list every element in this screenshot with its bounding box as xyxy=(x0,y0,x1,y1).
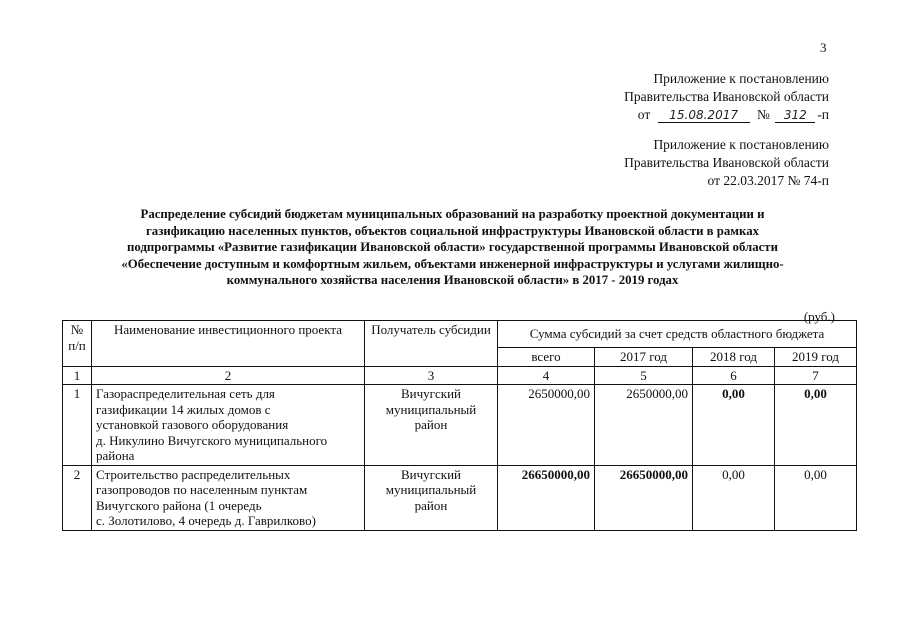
sum-total: 2650000,00 xyxy=(498,385,595,466)
appendix-current-line2: Правительства Ивановской области xyxy=(624,89,829,104)
sum-2018: 0,00 xyxy=(693,465,775,530)
column-number: 3 xyxy=(365,366,498,385)
recipient-line: Вичугский xyxy=(401,386,461,401)
page-number: 3 xyxy=(820,40,827,55)
project-name-line: д. Никулино Вичугского муниципального xyxy=(96,432,328,448)
table-row xyxy=(63,385,857,466)
project-name xyxy=(92,385,365,466)
date-prefix: от xyxy=(637,107,651,122)
currency-note: (руб.) xyxy=(803,309,835,324)
sum-total: 26650000,00 xyxy=(498,465,595,530)
project-name-line: газификации 14 жилых домов с xyxy=(96,401,271,417)
recipient xyxy=(365,385,498,466)
order-date: 15.08.2017 xyxy=(658,108,750,123)
header-2017: 2017 год xyxy=(595,348,693,367)
title-line: газификацию населенных пунктов, объектов социальной инфраструктуры Ивановской области в рамках xyxy=(145,223,760,238)
appendix-previous-line3: от 22.03.2017 № 74-п xyxy=(707,173,829,188)
recipient-line: муниципальный xyxy=(385,482,477,497)
number-prefix: № xyxy=(757,107,770,122)
recipient-line: муниципальный xyxy=(385,401,477,417)
sum-2018: 0,00 xyxy=(693,385,775,466)
column-number: 7 xyxy=(775,366,857,385)
project-name-line: района xyxy=(96,448,135,463)
column-number: 4 xyxy=(498,366,595,385)
appendix-previous-line2: Правительства Ивановской области xyxy=(624,155,829,170)
row-num: 1 xyxy=(63,385,92,466)
recipient xyxy=(365,465,498,530)
sum-2019: 0,00 xyxy=(775,465,857,530)
sum-2017: 2650000,00 xyxy=(595,385,693,466)
header-total: всего xyxy=(498,348,595,367)
subsidy-table xyxy=(62,320,857,531)
title-line: коммунального хозяйства населения Ивановской области» в 2017 - 2019 годах xyxy=(226,273,679,287)
recipient-line: район xyxy=(414,417,448,432)
sum-2017: 26650000,00 xyxy=(595,465,693,530)
sum-2019: 0,00 xyxy=(775,385,857,466)
column-number: 1 xyxy=(63,366,92,385)
appendix-previous-line1: Приложение к постановлению xyxy=(653,137,829,152)
recipient-line: район xyxy=(414,497,448,513)
column-number: 2 xyxy=(92,366,365,385)
project-name-line: Вичугского района (1 очередь xyxy=(96,497,262,513)
project-name-line: Газораспределительная сеть для xyxy=(96,386,275,401)
table-row xyxy=(63,465,857,530)
appendix-previous xyxy=(624,136,829,190)
column-number-row xyxy=(63,366,857,385)
project-name-line: газопроводов по населенным пунктам xyxy=(96,482,308,497)
title-line: «Обеспечение доступным и комфортным жильем, объектами инженерной инфраструктуры и услугами жилищно- xyxy=(121,256,784,271)
header-sum-group: Сумма субсидий за счет средств областного бюджета xyxy=(498,321,857,348)
number-suffix: -п xyxy=(817,107,829,122)
title-line: Распределение субсидий бюджетам муниципальных образований на разработку проектной документации и xyxy=(140,207,765,221)
header-recipient: Получатель субсидии xyxy=(365,321,498,367)
header-num: № п/п xyxy=(63,321,92,367)
appendix-current xyxy=(624,70,829,124)
header-name: Наименование инвестиционного проекта xyxy=(92,321,365,367)
title-line: подпрограммы «Развитие газификации Ивановской области» государственной программы Ивановской области xyxy=(127,240,778,254)
project-name-line: с. Золотилово, 4 очередь д. Гаврилково) xyxy=(96,513,316,528)
appendix-current-line1: Приложение к постановлению xyxy=(653,71,829,86)
column-number: 5 xyxy=(595,366,693,385)
order-number: 312 xyxy=(775,108,815,123)
recipient-line: Вичугский xyxy=(401,466,461,482)
row-num: 2 xyxy=(63,465,92,530)
project-name-line: установкой газового оборудования xyxy=(96,417,289,432)
project-name-line: Строительство распределительных xyxy=(96,466,291,482)
column-number: 6 xyxy=(693,366,775,385)
header-2018: 2018 год xyxy=(693,348,775,367)
document-title xyxy=(60,206,845,289)
table-header-row xyxy=(63,321,857,348)
project-name xyxy=(92,465,365,530)
appendix-current-date-line xyxy=(624,106,829,124)
header-2019: 2019 год xyxy=(775,348,857,367)
